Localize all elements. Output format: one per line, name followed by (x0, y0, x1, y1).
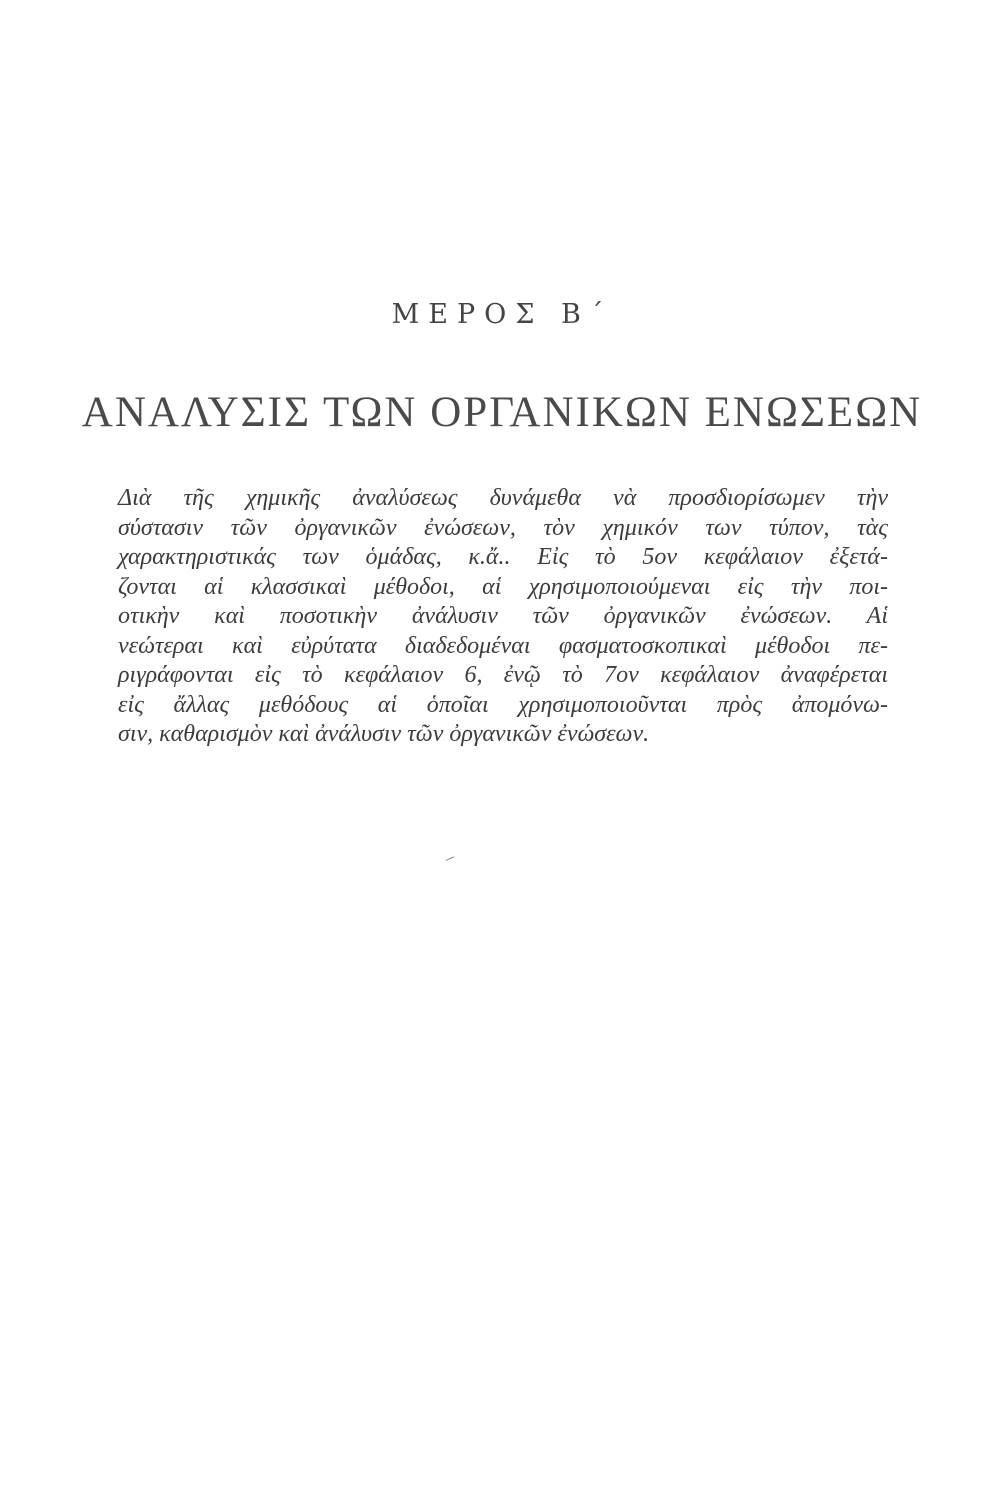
intro-line: σύστασιν τῶν ὀργανικῶν ἐνώσεων, τὸν χημικόν των τύπον, τὰς (118, 514, 888, 541)
intro-line: νεώτεραι καὶ εὐρύτατα διαδεδομέναι φασματοσκοπικαὶ μέθοδοι πε- (118, 632, 888, 659)
intro-line: χαρακτηριστικάς των ὁμάδας, κ.ἄ.. Εἰς τὸ 5ον κεφάλαιον ἐξετά- (118, 544, 888, 570)
intro-paragraph (118, 484, 888, 750)
chapter-title: ΑΝΑΛΥΣΙΣ ΤΩΝ ΟΡΓΑΝΙΚΩΝ ΕΝΩΣΕΩΝ (81, 389, 923, 436)
print-speck (446, 856, 456, 863)
intro-line: σιν, καθαρισμὸν καὶ ἀνάλυσιν τῶν ὀργανικῶν ἐνώσεων. (118, 721, 650, 747)
intro-line: οτικὴν καὶ ποσοτικὴν ἀνάλυσιν τῶν ὀργανικῶν ἐνώσεων. Αἱ (118, 603, 888, 629)
part-label: ΜΕΡΟΣ Β΄ (391, 299, 613, 330)
intro-line: εἰς ἄλλας μεθόδους αἱ ὁποῖαι χρησιμοποιοῦνται πρὸς ἀπομόνω- (118, 691, 888, 718)
intro-line: Διὰ τῆς χημικῆς ἀναλύσεως δυνάμεθα νὰ προσδιορίσωμεν τὴν (118, 485, 888, 511)
intro-line: ζονται αἱ κλασσικαὶ μέθοδοι, αἱ χρησιμοποιούμεναι εἰς τὴν ποι- (118, 573, 888, 600)
intro-line: ριγράφονται εἰς τὸ κεφάλαιον 6, ἐνῷ τὸ 7ον κεφάλαιον ἀναφέρεται (118, 662, 888, 688)
